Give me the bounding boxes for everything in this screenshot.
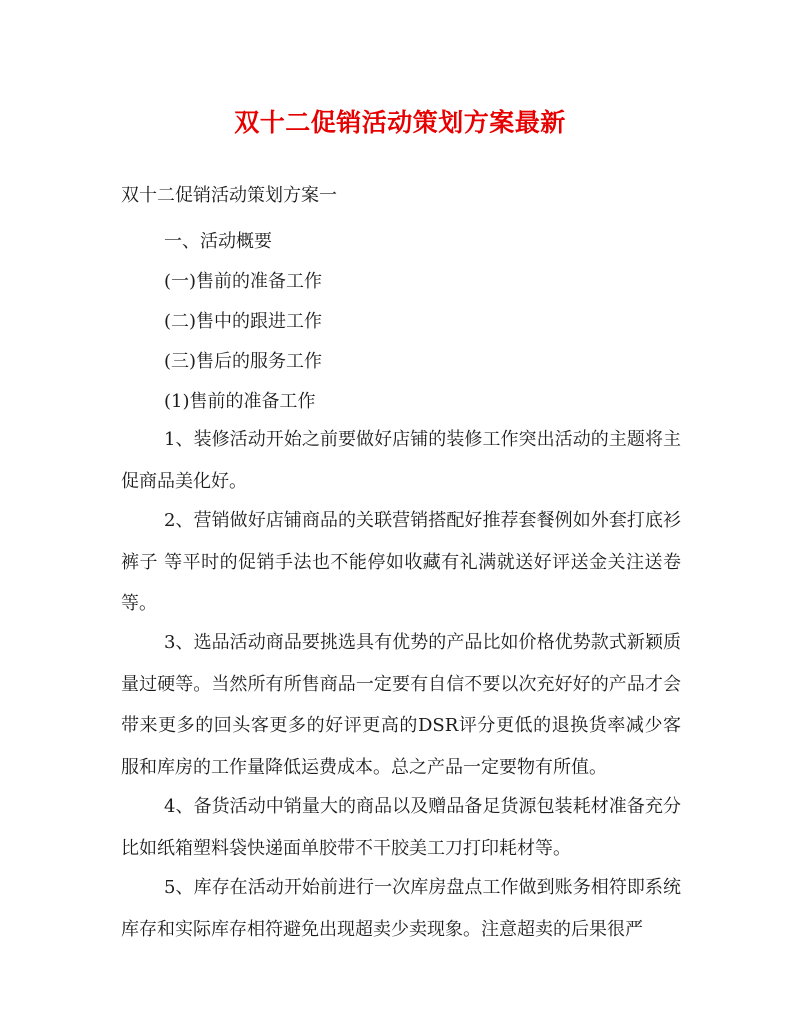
section-heading: 双十二促销活动策划方案一 xyxy=(121,185,337,206)
paragraph-decoration: 1、装修活动开始之前要做好店铺的装修工作突出活动的主题将主促商品美化好。 xyxy=(121,429,681,492)
paragraph-product-selection: 3、选品活动商品要挑选具有优势的产品比如价格优势款式新颖质量过硬等。当然所有所售商品一定要有自信不要以次充好好的产品才会带来更多的回头客更多的好评更高的DSR评分更低的退换货率减少客服和库房的工作量降低运费成本。总之产品一定要物有所值。 xyxy=(121,632,681,778)
paragraph-stock-preparation: 4、备货活动中销量大的商品以及赠品备足货源包装耗材准备充分比如纸箱塑料袋快递面单胶带不干胶美工刀打印耗材等。 xyxy=(121,796,681,859)
outline-item-presale-detail: (1)售前的准备工作 xyxy=(164,391,316,412)
paragraph-marketing: 2、营销做好店铺商品的关联营销搭配好推荐套餐例如外套打底衫裤子 等平时的促销手法也不能停如收藏有礼满就送好评送金关注送卷等。 xyxy=(121,510,681,614)
outline-item-presale: (一)售前的准备工作 xyxy=(164,271,323,292)
document-title: 双十二促销活动策划方案最新 xyxy=(234,108,566,137)
outline-item-overview: 一、活动概要 xyxy=(164,231,272,252)
paragraph-inventory: 5、库存在活动开始前进行一次库房盘点工作做到账务相符即系统库存和实际库存相符避免出现超卖少卖现象。注意超卖的后果很严 xyxy=(121,877,681,940)
outline-item-aftersale: (三)售后的服务工作 xyxy=(164,351,323,372)
outline-item-insale: (二)售中的跟进工作 xyxy=(164,311,323,332)
